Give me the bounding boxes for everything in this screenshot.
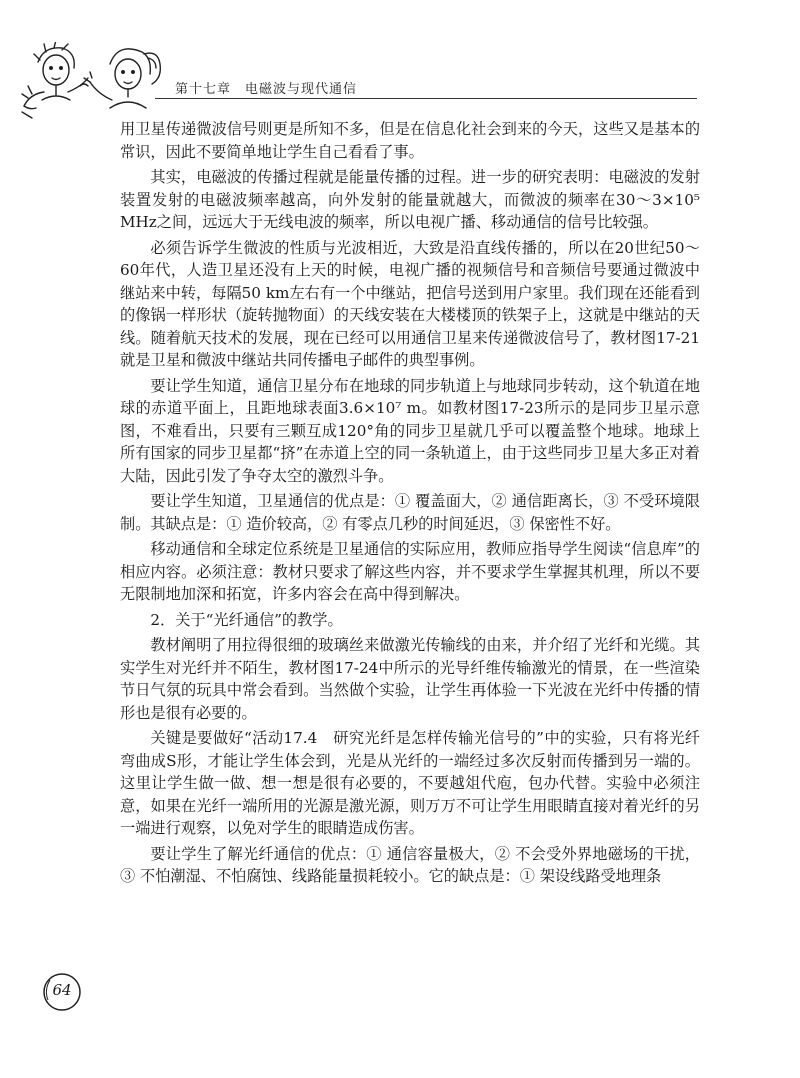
- paragraph-8: 关键是要做好“活动17.4 研究光纤是怎样传输光信号的”中的实验，只有将光纤弯曲成S形，才能让学生体会到，光是从光纤的一端经过多次反射而传播到另一端的。这里让学生做一做、想一想是很有必要的，不要越俎代庖，包办代替。实验中必须注意，如果在光纤一端所用的光源是激光源，则万万不可让学生用眼睛直接对着光纤的另一端进行观察，以免对学生的眼睛造成伤害。: [120, 729, 700, 837]
- header-divider: [155, 98, 697, 99]
- paragraph-5: 要让学生知道，卫星通信的优点是：① 覆盖面大，② 通信距离长，③ 不受环境限制。其缺点是：① 造价较高，② 有零点几秒的时间延迟，③ 保密性不好。: [120, 492, 700, 533]
- paragraph-1: 用卫星传递微波信号则更是所知不多，但是在信息化社会到来的今天，这些又是基本的常识，因此不要简单地让学生自己看看了事。: [120, 120, 700, 161]
- paragraph-9: 要让学生了解光纤通信的优点：① 通信容量极大，② 不会受外界地磁场的干扰，③ 不怕潮湿、不怕腐蚀、线路能量损耗较小。它的缺点是：① 架设线路受地理条: [120, 844, 700, 885]
- paragraph-7: 教材阐明了用拉得很细的玻璃丝来做激光传输线的由来，并介绍了光纤和光缆。其实学生对光纤并不陌生，教材图17-24中所示的光导纤维传输激光的情景，在一些渲染节日气氛的玩具中常会看到。当然做个实验，让学生再体验一下光波在光纤中传播的情形也是很有必要的。: [120, 636, 700, 722]
- main-text: [120, 118, 700, 891]
- two-children-reading-illustration-icon: [18, 42, 168, 122]
- paragraph-6: 移动通信和全球定位系统是卫星通信的实际应用，教师应指导学生阅读“信息库”的相应内容。必须注意：教材只要求了解这些内容，并不要求学生掌握其机理，所以不要无限制地加深和拓宽，许多内容会在高中得到解决。: [120, 540, 700, 603]
- paragraph-4: 要让学生知道，通信卫星分布在地球的同步轨道上与地球同步转动，这个轨道在地球的赤道平面上，且距地球表面3.6×10⁷ m。如教材图17-23所示的是同步卫星示意图，不难看出，只要有三颗互成120°角的同步卫星就几乎可以覆盖整个地球。地球上所有国家的同步卫星都“挤”在赤道上空的同一条轨道上，由于这些同步卫星大多正对着大陆，因此引发了争夺太空的激烈斗争。: [120, 376, 700, 485]
- page-number-badge: [40, 970, 84, 1014]
- paragraph-2: 其实，电磁波的传播过程就是能量传播的过程。进一步的研究表明：电磁波的发射装置发射的电磁波频率越高，向外发射的能量就越大，而微波的频率在30～3×10⁵ MHz之间，远远大于无线电波的频率，所以电视广播、移动通信的信号比较强。: [120, 168, 700, 231]
- paragraph-3: 必须告诉学生微波的性质与光波相近，大致是沿直线传播的，所以在20世纪50～60年代，人造卫星还没有上天的时候，电视广播的视频信号和音频信号要通过微波中继站来中转，每隔50 km左右有一个中继站，把信号送到用户家里。我们现在还能看到的像锅一样形状（旋转抛物面）的天线安装在大楼楼顶的铁架子上，这就是中继站的天线。随着航天技术的发展，现在已经可以用通信卫星来传递微波信号了，教材图17-21就是卫星和微波中继站共同传播电子邮件的典型事例。: [120, 238, 700, 369]
- page-header: [0, 0, 800, 120]
- chapter-title: 第十七章 电磁波与现代通信: [175, 82, 358, 97]
- page-number: 64: [52, 981, 72, 999]
- section-heading: 2．关于“光纤通信”的教学。: [150, 610, 343, 629]
